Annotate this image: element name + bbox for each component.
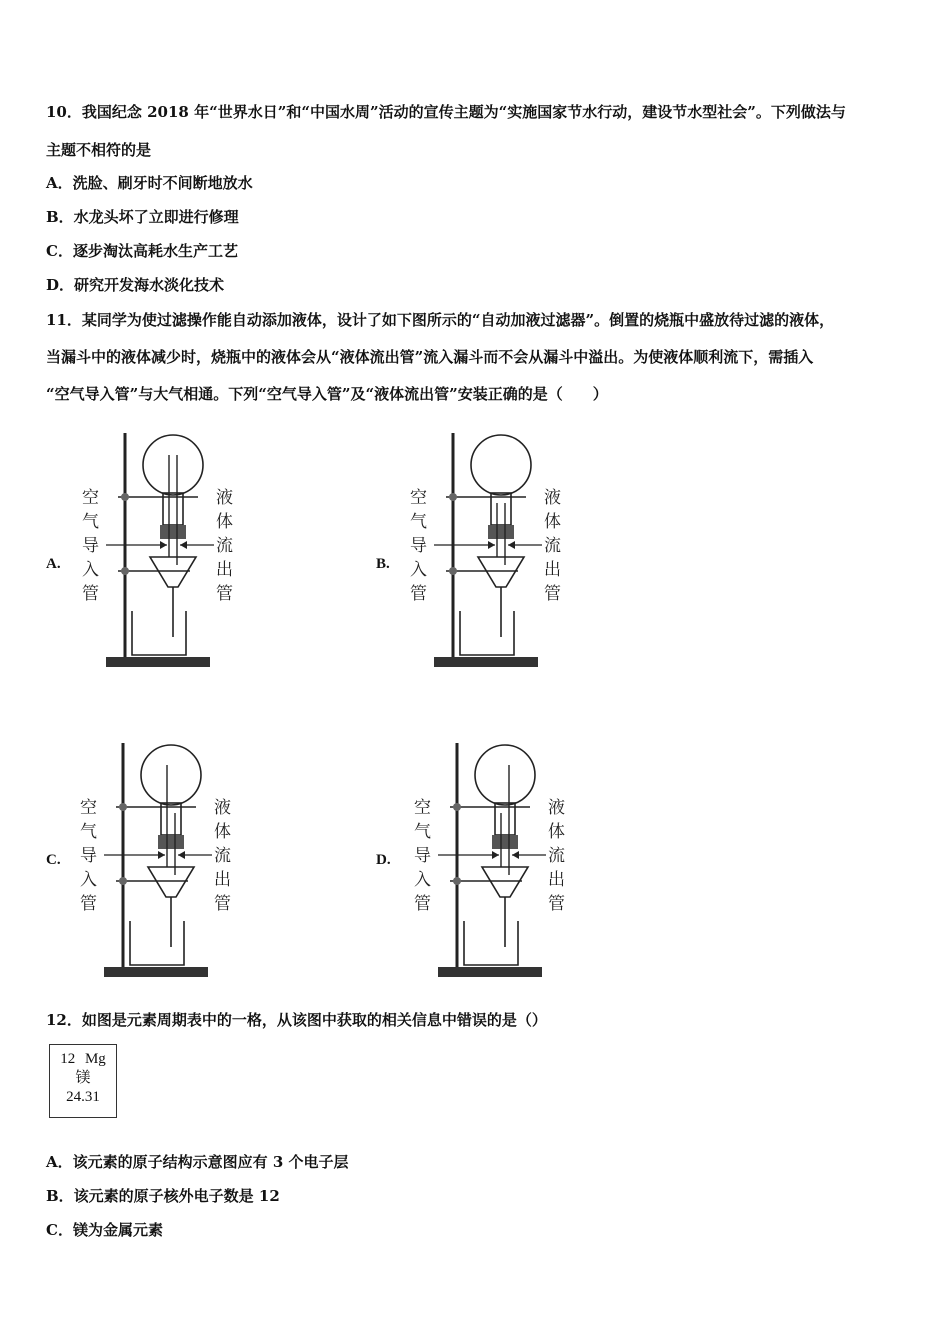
- air-tube-label-char: 空: [80, 798, 97, 818]
- air-arrow-head: [158, 851, 165, 859]
- air-arrow-head: [492, 851, 499, 859]
- ring-knob: [119, 877, 127, 885]
- element-symbol: Mg: [84, 1051, 106, 1067]
- flask-bulb: [475, 745, 535, 805]
- flask-bulb: [141, 745, 201, 805]
- air-tube-label-char: 气: [82, 512, 99, 532]
- liquid-arrow-head: [180, 541, 187, 549]
- q11-stem-line2: 当漏斗中的液体减少时，烧瓶中的液体会从“液体流出管”流入漏斗而不会从漏斗中溢出。为使液体顺利流下，需插入: [46, 348, 814, 366]
- liquid-tube-label-char: 液: [544, 488, 561, 508]
- stopper: [158, 835, 184, 849]
- funnel: [482, 867, 528, 897]
- q10-option-c: C．逐步淘汰高耗水生产工艺: [46, 242, 238, 260]
- air-tube-label-char: 管: [410, 584, 427, 604]
- liquid-tube-label-char: 体: [548, 822, 565, 842]
- stopper: [492, 835, 518, 849]
- q11-figure-label-a: A.: [46, 556, 61, 572]
- air-tube-label-char: 管: [80, 894, 97, 914]
- air-arrow-head: [160, 541, 167, 549]
- ring-knob: [121, 567, 129, 575]
- atomic-number: 12: [60, 1051, 76, 1067]
- q10-stem-line2: 主题不相符的是: [46, 141, 152, 159]
- q10-option-d: D．研究开发海水淡化技术: [46, 276, 225, 294]
- liquid-tube-label-char: 液: [214, 798, 231, 818]
- liquid-tube-label-char: 流: [548, 846, 565, 866]
- flask-bulb: [143, 435, 203, 495]
- air-tube-label-char: 气: [80, 822, 97, 842]
- q11-figure-label-d: D.: [376, 852, 391, 868]
- liquid-tube-label-char: 出: [544, 560, 561, 580]
- beaker: [130, 921, 184, 965]
- apparatus-figure-d: [402, 735, 582, 985]
- stopper: [160, 525, 186, 539]
- flask-bulb: [471, 435, 531, 495]
- beaker: [460, 611, 514, 655]
- apparatus-figure-c: [68, 735, 248, 985]
- liquid-tube-label-char: 液: [216, 488, 233, 508]
- air-tube-label-char: 气: [414, 822, 431, 842]
- periodic-table-cell: [49, 1044, 117, 1118]
- funnel: [478, 557, 524, 587]
- q11-stem-line3: “空气导入管”与大气相通。下列“空气导入管”及“液体流出管”安装正确的是（ ）: [46, 385, 608, 403]
- air-tube-label-char: 入: [410, 560, 427, 580]
- stopper: [488, 525, 514, 539]
- liquid-tube-label-char: 管: [216, 584, 233, 604]
- liquid-arrow-head: [508, 541, 515, 549]
- ring-knob: [449, 567, 457, 575]
- liquid-tube-label-char: 液: [548, 798, 565, 818]
- air-tube-label-char: 空: [410, 488, 427, 508]
- clamp-knob: [453, 803, 461, 811]
- stand-base: [104, 967, 208, 977]
- liquid-tube-label-char: 出: [214, 870, 231, 890]
- liquid-tube-label-char: 体: [544, 512, 561, 532]
- liquid-tube-label-char: 出: [548, 870, 565, 890]
- apparatus-figure-a: [70, 425, 250, 675]
- q12-option-a: A．该元素的原子结构示意图应有 3 个电子层: [46, 1153, 349, 1171]
- q12-option-b: B．该元素的原子核外电子数是 12: [46, 1187, 280, 1205]
- air-tube-label-char: 管: [414, 894, 431, 914]
- liquid-tube-label-char: 流: [216, 536, 233, 556]
- q10-option-b: B．水龙头坏了立即进行修理: [46, 208, 239, 226]
- q10-option-a: A．洗脸、刷牙时不间断地放水: [46, 174, 253, 192]
- air-tube-label-char: 空: [414, 798, 431, 818]
- air-tube-label-char: 导: [410, 536, 427, 556]
- q12-stem: 12．如图是元素周期表中的一格，从该图中获取的相关信息中错误的是（）: [46, 1011, 547, 1029]
- beaker: [132, 611, 186, 655]
- air-tube-label-char: 管: [82, 584, 99, 604]
- stand-base: [438, 967, 542, 977]
- air-tube-label-char: 导: [80, 846, 97, 866]
- q11-stem-line1: 11．某同学为使过滤操作能自动添加液体，设计了如下图所示的“自动加液过滤器”。倒置的烧瓶中盛放待过滤的液体，: [46, 311, 835, 329]
- clamp-knob: [121, 493, 129, 501]
- apparatus-figure-b: [398, 425, 578, 675]
- q12-option-c: C．镁为金属元素: [46, 1221, 163, 1239]
- stand-base: [106, 657, 210, 667]
- funnel: [150, 557, 196, 587]
- air-tube-label-char: 导: [82, 536, 99, 556]
- liquid-tube-label-char: 管: [548, 894, 565, 914]
- liquid-tube-label-char: 管: [544, 584, 561, 604]
- air-tube-label-char: 导: [414, 846, 431, 866]
- air-tube-label-char: 入: [414, 870, 431, 890]
- liquid-arrow-head: [178, 851, 185, 859]
- clamp-knob: [449, 493, 457, 501]
- beaker: [464, 921, 518, 965]
- q11-figure-label-b: B.: [376, 556, 390, 572]
- atomic-mass: 24.31: [66, 1089, 100, 1105]
- element-name: 镁: [75, 1070, 91, 1086]
- air-tube-label-char: 入: [80, 870, 97, 890]
- liquid-tube-label-char: 体: [214, 822, 231, 842]
- funnel: [148, 867, 194, 897]
- liquid-tube-label-char: 流: [544, 536, 561, 556]
- liquid-tube-label-char: 出: [216, 560, 233, 580]
- air-arrow-head: [488, 541, 495, 549]
- q11-figure-label-c: C.: [46, 852, 61, 868]
- liquid-arrow-head: [512, 851, 519, 859]
- liquid-tube-label-char: 体: [216, 512, 233, 532]
- liquid-tube-label-char: 流: [214, 846, 231, 866]
- clamp-knob: [119, 803, 127, 811]
- air-tube-label-char: 空: [82, 488, 99, 508]
- air-tube-label-char: 气: [410, 512, 427, 532]
- liquid-tube-label-char: 管: [214, 894, 231, 914]
- ring-knob: [453, 877, 461, 885]
- q10-stem-line1: 10．我国纪念 2018 年“世界水日”和“中国水周”活动的宣传主题为“实施国家节水行动，建设节水型社会”。下列做法与: [46, 103, 846, 121]
- air-tube-label-char: 入: [82, 560, 99, 580]
- stand-base: [434, 657, 538, 667]
